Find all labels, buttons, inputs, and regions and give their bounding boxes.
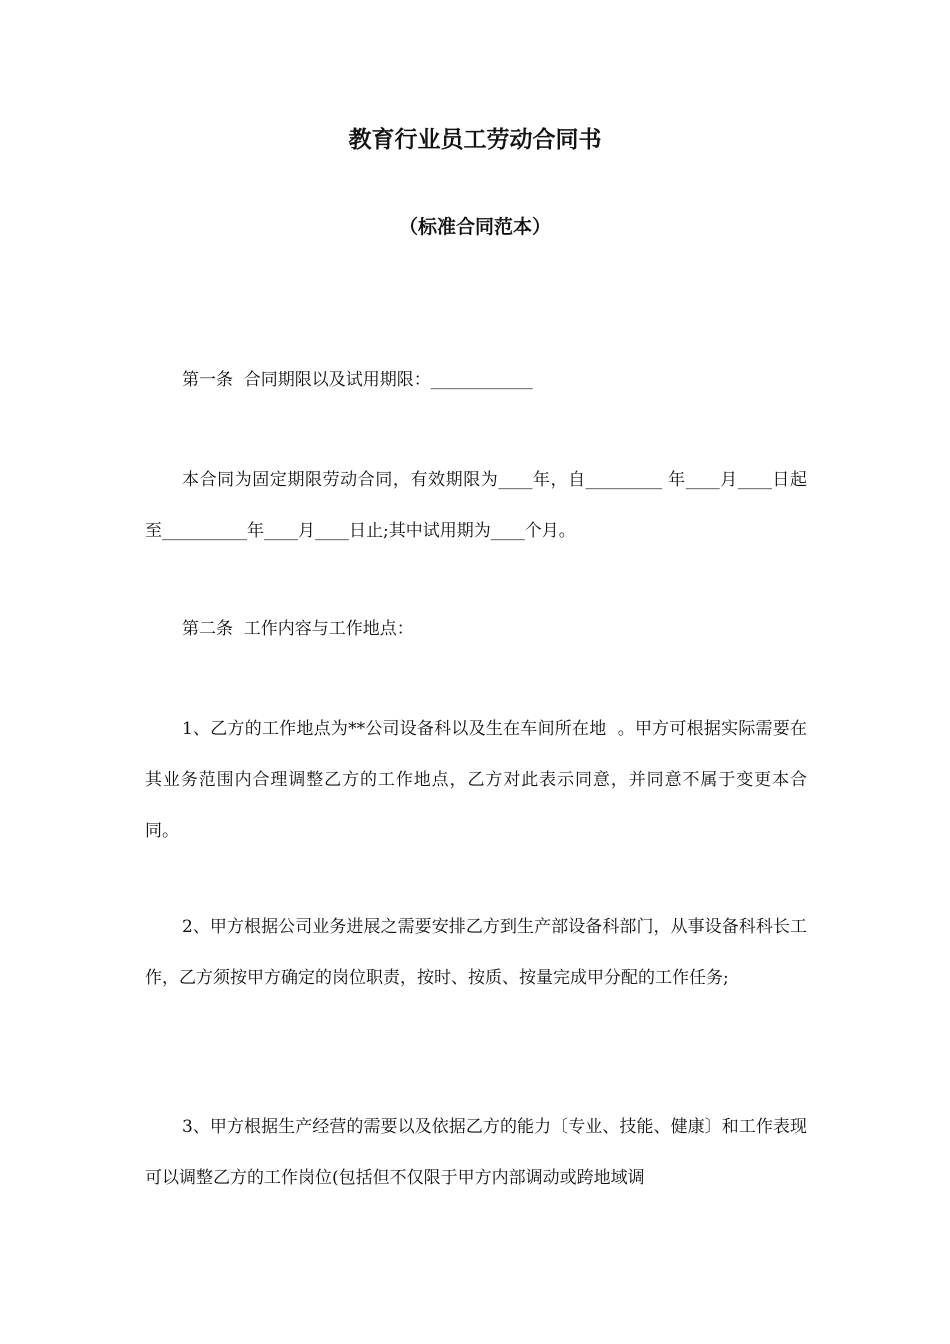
- article-2-heading: 第二条 工作内容与工作地点：: [182, 619, 414, 639]
- document-subtitle: （标准合同范本）: [398, 216, 551, 238]
- document-title: 教育行业员工劳动合同书: [348, 127, 602, 153]
- contract-term-paragraph: 本合同为固定期限劳动合同，有效期限为____年，自_________ 年____月____日起至__________年____月____日止;其中试用期为____个月。: [145, 470, 807, 541]
- job-assignment-paragraph: 2、甲方根据公司业务进展之需要安排乙方到生产部设备科部门，从事设备科科长工作，乙方须按甲方确定的岗位职责，按时、按质、按量完成甲分配的工作任务;: [145, 917, 807, 988]
- work-location-paragraph: 1、乙方的工作地点为**公司设备科以及生在车间所在地 。甲方可根据实际需要在其业务范围内合理调整乙方的工作地点，乙方对此表示同意，并同意不属于变更本合同。: [145, 719, 807, 841]
- article-1-heading: 第一条 合同期限以及试用期限：____________: [182, 370, 533, 390]
- position-adjustment-paragraph: 3、甲方根据生产经营的需要以及依据乙方的能力〔专业、技能、健康〕和工作表现可以调整乙方的工作岗位(包括但不仅限于甲方内部调动或跨地域调: [145, 1117, 807, 1188]
